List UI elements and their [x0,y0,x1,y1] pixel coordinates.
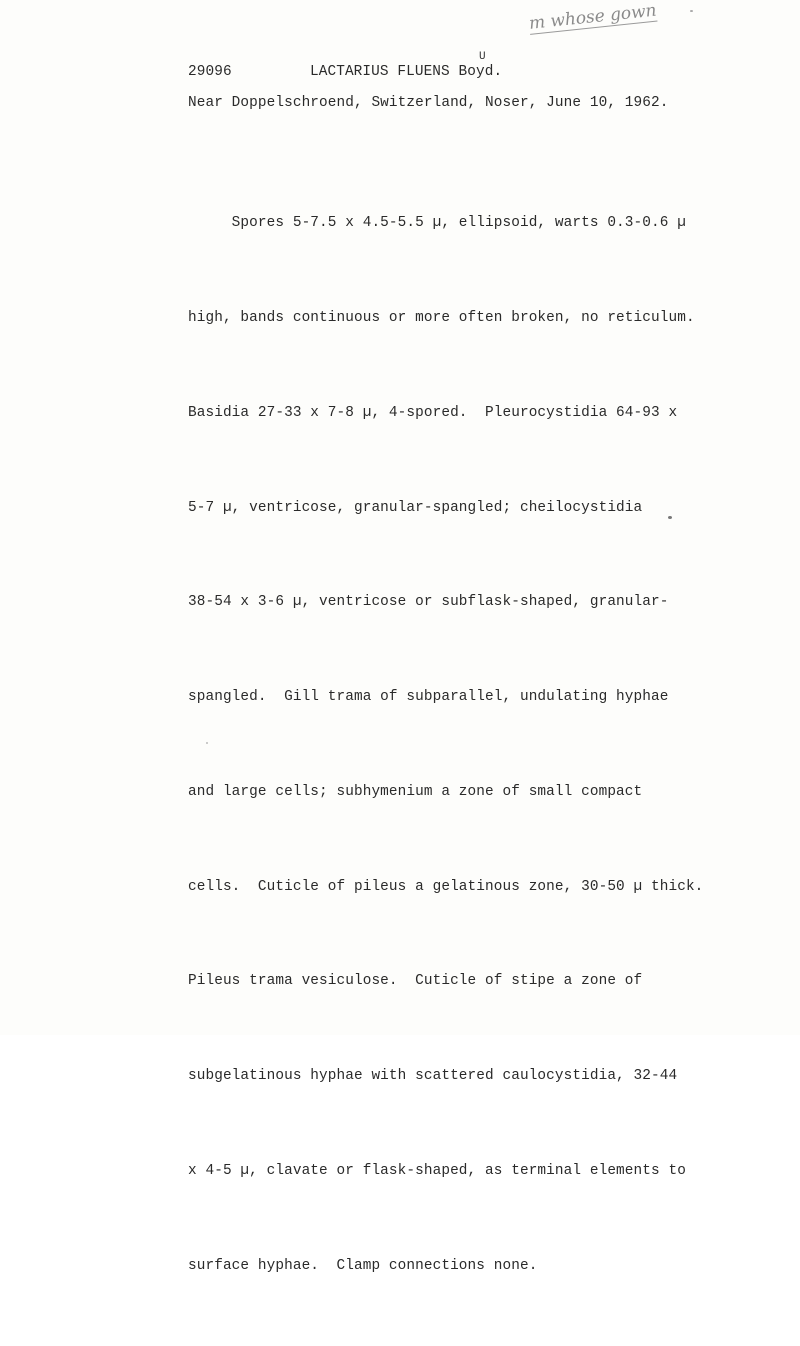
collection-info: Near Doppelschroend, Switzerland, Noser, June 10, 1962. [188,95,669,111]
description-line: Pileus trama vesiculose. Cuticle of stipe a zone of [188,973,643,990]
description-line: Spores 5-7.5 x 4.5-5.5 µ, ellipsoid, warts 0.3-0.6 µ [188,215,686,232]
handwritten-note-text: m whose gown [528,0,658,34]
accession-number: 29096 [188,64,232,80]
description-line: 38-54 x 3-6 µ, ventricose or subflask-shaped, granular- [188,594,669,611]
ink-speck [206,742,208,744]
description-line: surface hyphae. Clamp connections none. [188,1257,538,1274]
species-name: LACTARIUS FLUENS Boyd. [310,64,503,80]
ink-speck [668,516,672,519]
description-line: 5-7 µ, ventricose, granular-spangled; cheilocystidia [188,499,643,516]
description-line: high, bands continuous or more often broken, no reticulum. [188,309,695,326]
ink-speck [690,10,693,12]
description-line: Basidia 27-33 x 7-8 µ, 4-spored. Pleurocystidia 64-93 x [188,404,678,421]
description-line: and large cells; subhymenium a zone of small compact [188,783,643,800]
description-line: x 4-5 µ, clavate or flask-shaped, as terminal elements to [188,1163,686,1179]
description-paragraph [188,145,703,1346]
handwritten-annotation [528,1,658,35]
description-line: subgelatinous hyphae with scattered caulocystidia, 32-44 [188,1068,678,1085]
description-line: spangled. Gill trama of subparallel, undulating hyphae [188,689,669,706]
specimen-header [188,64,502,80]
description-line: cells. Cuticle of pileus a gelatinous zone, 30-50 µ thick. [188,878,704,895]
correction-mark: U [479,51,486,63]
